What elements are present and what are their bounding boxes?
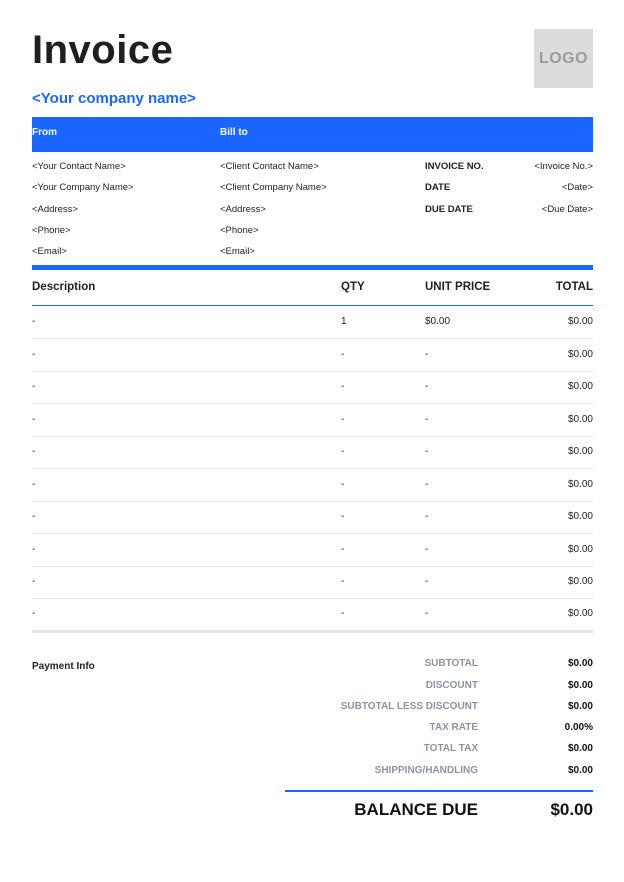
tax-rate-label: TAX RATE	[429, 722, 478, 733]
row-description: -	[32, 446, 36, 457]
client-address: <Address>	[220, 204, 266, 215]
row-total: $0.00	[567, 608, 593, 619]
table-row	[32, 598, 593, 630]
company-name: <Your company name>	[32, 90, 196, 107]
header-bar	[32, 117, 593, 152]
row-qty: -	[341, 414, 345, 425]
from-address: <Address>	[32, 204, 78, 215]
invoice-no-label: INVOICE NO.	[425, 161, 484, 172]
table-row	[32, 306, 593, 339]
row-qty: -	[341, 576, 345, 587]
row-qty: -	[341, 608, 345, 619]
total-tax-label: TOTAL TAX	[423, 743, 478, 754]
row-description: -	[32, 479, 36, 490]
row-unit-price: -	[425, 446, 429, 457]
row-unit-price: -	[425, 381, 429, 392]
logo-placeholder: LOGO	[534, 29, 593, 88]
balance-due-value: $0.00	[550, 800, 593, 819]
row-qty: -	[341, 511, 345, 522]
row-unit-price: -	[425, 544, 429, 555]
payment-info-label: Payment Info	[32, 661, 95, 672]
shipping-value: $0.00	[567, 765, 593, 776]
from-contact-name: <Your Contact Name>	[32, 161, 126, 172]
table-row	[32, 404, 593, 437]
table-bottom-border	[32, 630, 593, 633]
section-divider	[32, 265, 593, 270]
row-qty: 1	[341, 316, 347, 327]
row-total: $0.00	[567, 414, 593, 425]
col-description: Description	[32, 281, 96, 293]
invoice-no-value: <Invoice No.>	[534, 161, 593, 172]
col-qty: QTY	[341, 281, 365, 293]
table-row	[32, 436, 593, 469]
table-row	[32, 339, 593, 372]
table-row	[32, 371, 593, 404]
from-heading: From	[32, 127, 57, 138]
row-total: $0.00	[567, 349, 593, 360]
date-label: DATE	[425, 182, 451, 193]
table-row	[32, 566, 593, 599]
balance-due-label: BALANCE DUE	[354, 800, 478, 819]
subtotal-less-discount-value: $0.00	[567, 701, 593, 712]
from-phone: <Phone>	[32, 225, 71, 236]
discount-value: $0.00	[567, 680, 593, 691]
row-unit-price: -	[425, 479, 429, 490]
due-date-label: DUE DATE	[425, 204, 473, 215]
balance-divider	[285, 790, 593, 792]
table-row	[32, 534, 593, 567]
row-unit-price: -	[425, 576, 429, 587]
row-description: -	[32, 381, 36, 392]
row-description: -	[32, 608, 36, 619]
row-description: -	[32, 511, 36, 522]
client-contact-name: <Client Contact Name>	[220, 161, 319, 172]
row-total: $0.00	[567, 446, 593, 457]
discount-label: DISCOUNT	[425, 680, 478, 691]
row-description: -	[32, 349, 36, 360]
table-row	[32, 469, 593, 502]
invoice-title: Invoice	[32, 28, 174, 72]
from-email: <Email>	[32, 246, 67, 257]
row-total: $0.00	[567, 576, 593, 587]
from-company-name: <Your Company Name>	[32, 182, 134, 193]
date-value: <Date>	[561, 182, 593, 193]
row-description: -	[32, 544, 36, 555]
row-description: -	[32, 576, 36, 587]
client-phone: <Phone>	[220, 225, 259, 236]
row-unit-price: -	[425, 511, 429, 522]
row-unit-price: $0.00	[425, 316, 451, 327]
row-total: $0.00	[567, 381, 593, 392]
row-total: $0.00	[567, 316, 593, 327]
row-qty: -	[341, 349, 345, 360]
col-unit-price: UNIT PRICE	[425, 281, 491, 293]
client-email: <Email>	[220, 246, 255, 257]
row-unit-price: -	[425, 414, 429, 425]
row-qty: -	[341, 381, 345, 392]
due-date-value: <Due Date>	[541, 204, 593, 215]
row-total: $0.00	[567, 544, 593, 555]
subtotal-less-discount-label: SUBTOTAL LESS DISCOUNT	[340, 701, 478, 712]
col-total: TOTAL	[555, 281, 593, 293]
shipping-label: SHIPPING/HANDLING	[374, 765, 478, 776]
total-tax-value: $0.00	[567, 743, 593, 754]
subtotal-label: SUBTOTAL	[424, 658, 478, 669]
table-row	[32, 501, 593, 534]
row-unit-price: -	[425, 349, 429, 360]
row-qty: -	[341, 544, 345, 555]
client-company-name: <Client Company Name>	[220, 182, 327, 193]
subtotal-value: $0.00	[567, 658, 593, 669]
row-qty: -	[341, 446, 345, 457]
row-description: -	[32, 414, 36, 425]
row-unit-price: -	[425, 608, 429, 619]
tax-rate-value: 0.00%	[564, 722, 593, 733]
row-total: $0.00	[567, 511, 593, 522]
row-total: $0.00	[567, 479, 593, 490]
row-description: -	[32, 316, 36, 327]
row-qty: -	[341, 479, 345, 490]
bill-to-heading: Bill to	[220, 127, 248, 138]
